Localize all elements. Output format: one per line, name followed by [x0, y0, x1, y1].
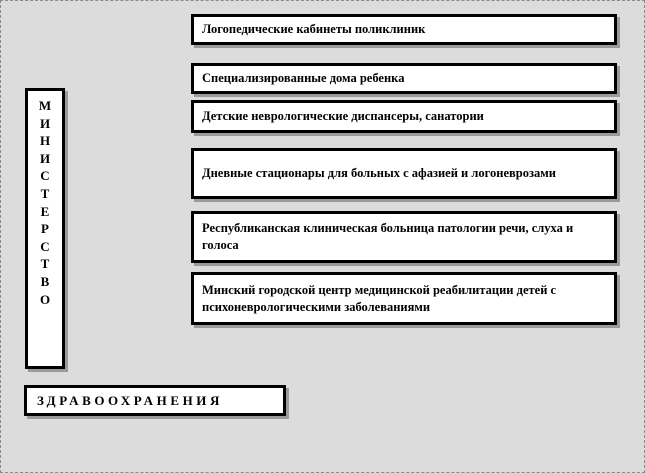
ministry-vertical-text: [28, 97, 62, 308]
ministry-letter: Р: [41, 221, 49, 237]
institution-label: Минский городской центр медицинской реабилитации детей с психоневрологическими заболеваниями: [202, 282, 557, 314]
ministry-letter: С: [40, 168, 50, 184]
institution-label: Логопедические кабинеты поликлиник: [202, 22, 426, 36]
institution-box-republican-clinical-hospital: [191, 211, 617, 263]
institution-box-neurology-dispensaries: [191, 100, 617, 133]
institution-label: Детские неврологические диспансеры, санатории: [202, 109, 484, 123]
institution-label: Республиканская клиническая больница патологии речи, слуха и голоса: [202, 221, 574, 252]
ministry-letter: Н: [39, 133, 51, 149]
institution-label: Дневные стационары для больных с афазией и логоневрозами: [202, 166, 556, 180]
ministry-letter: С: [40, 238, 50, 254]
ministry-vertical-box: [25, 88, 65, 369]
ministry-letter: Т: [40, 185, 50, 201]
ministry-letter: И: [39, 115, 51, 131]
healthcare-label: ЗДРАВООХРАНЕНИЯ: [37, 393, 224, 408]
ministry-letter: В: [40, 273, 50, 289]
ministry-letter: И: [39, 150, 51, 166]
institution-label: Специализированные дома ребенка: [202, 71, 405, 85]
ministry-letter: Е: [40, 203, 50, 219]
institution-box-day-hospitals: [191, 148, 617, 199]
institution-box-minsk-rehabilitation-center: [191, 272, 617, 325]
healthcare-box: [24, 385, 286, 416]
ministry-letter: М: [38, 98, 52, 113]
institution-box-polyclinic-offices: [191, 14, 617, 45]
ministry-letter: Т: [40, 256, 50, 272]
institution-box-infant-homes: [191, 63, 617, 94]
ministry-letter: О: [39, 291, 51, 307]
